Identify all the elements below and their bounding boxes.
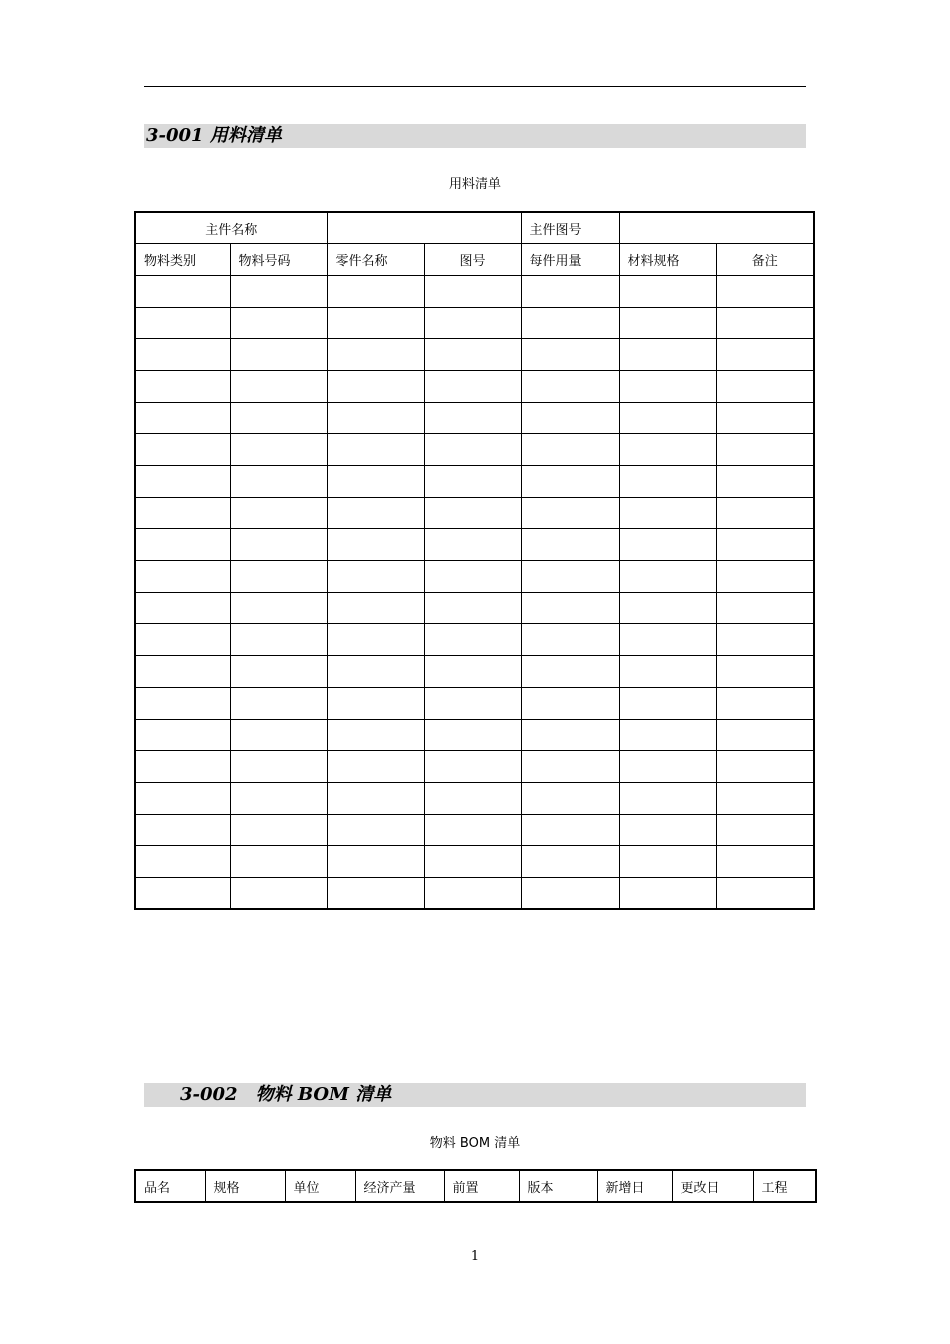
page-number: 1 xyxy=(470,1249,480,1264)
main-part-drawing-value[interactable] xyxy=(619,212,814,244)
table-cell[interactable] xyxy=(327,846,424,878)
table-cell[interactable] xyxy=(521,370,619,402)
main-part-drawing-label: 主件图号 xyxy=(521,212,619,244)
header-rule xyxy=(144,86,806,87)
table-cell[interactable] xyxy=(135,529,230,561)
table-row xyxy=(135,877,814,909)
table-cell[interactable] xyxy=(327,687,424,719)
table-cell[interactable] xyxy=(230,814,327,846)
table-cell[interactable] xyxy=(230,339,327,371)
table-cell[interactable] xyxy=(135,592,230,624)
table-cell[interactable] xyxy=(135,687,230,719)
table-row xyxy=(135,370,814,402)
table-row xyxy=(135,656,814,688)
table-cell[interactable] xyxy=(327,561,424,593)
table-cell[interactable] xyxy=(619,687,716,719)
table-row xyxy=(135,751,814,783)
table-header-row xyxy=(135,1170,816,1202)
table-cell[interactable] xyxy=(135,402,230,434)
table-row xyxy=(135,275,814,307)
table-cell[interactable] xyxy=(424,561,521,593)
table-header-row xyxy=(135,244,814,276)
table-row xyxy=(135,402,814,434)
table-cell[interactable] xyxy=(716,307,814,339)
table-cell[interactable] xyxy=(230,782,327,814)
table-cell[interactable] xyxy=(619,751,716,783)
table-cell[interactable] xyxy=(619,339,716,371)
bom-list-table xyxy=(134,211,815,910)
table-cell[interactable] xyxy=(135,434,230,466)
table-cell[interactable] xyxy=(716,370,814,402)
table-cell[interactable] xyxy=(424,687,521,719)
table-cell[interactable] xyxy=(327,370,424,402)
table-cell[interactable] xyxy=(424,782,521,814)
column-header: 单位 xyxy=(285,1170,355,1202)
table-cell[interactable] xyxy=(230,561,327,593)
table-cell[interactable] xyxy=(716,402,814,434)
table-cell[interactable] xyxy=(327,339,424,371)
table-cell[interactable] xyxy=(135,466,230,498)
table-cell[interactable] xyxy=(135,497,230,529)
column-header: 物料类别 xyxy=(135,244,230,276)
table-cell[interactable] xyxy=(327,307,424,339)
table-caption-bom-list: 用料清单 xyxy=(448,177,501,192)
table-cell[interactable] xyxy=(135,719,230,751)
table-cell[interactable] xyxy=(716,529,814,561)
table-row xyxy=(135,814,814,846)
table-cell[interactable] xyxy=(521,529,619,561)
table-cell[interactable] xyxy=(619,592,716,624)
table-cell[interactable] xyxy=(230,370,327,402)
table-cell[interactable] xyxy=(135,561,230,593)
table-cell[interactable] xyxy=(327,782,424,814)
table-row xyxy=(135,592,814,624)
table-cell[interactable] xyxy=(424,275,521,307)
table-cell[interactable] xyxy=(424,434,521,466)
table-cell[interactable] xyxy=(327,402,424,434)
table-cell[interactable] xyxy=(327,529,424,561)
table-cell[interactable] xyxy=(619,846,716,878)
table-cell[interactable] xyxy=(230,592,327,624)
main-part-name-value[interactable] xyxy=(327,212,521,244)
table-cell[interactable] xyxy=(619,782,716,814)
table-cell[interactable] xyxy=(424,656,521,688)
table-cell[interactable] xyxy=(521,846,619,878)
table-cell[interactable] xyxy=(230,497,327,529)
table-cell[interactable] xyxy=(424,307,521,339)
table-cell[interactable] xyxy=(135,339,230,371)
table-cell[interactable] xyxy=(424,877,521,909)
table-row xyxy=(135,624,814,656)
table-cell[interactable] xyxy=(716,846,814,878)
table-cell[interactable] xyxy=(716,434,814,466)
table-row xyxy=(135,529,814,561)
section-heading-material-bom: 3-002 物料 BOM 清单 xyxy=(144,1083,806,1107)
table-cell[interactable] xyxy=(716,497,814,529)
column-header: 规格 xyxy=(205,1170,285,1202)
table-cell[interactable] xyxy=(327,751,424,783)
table-cell[interactable] xyxy=(327,719,424,751)
table-cell[interactable] xyxy=(230,624,327,656)
table-cell[interactable] xyxy=(135,814,230,846)
table-cell[interactable] xyxy=(716,877,814,909)
table-cell[interactable] xyxy=(521,497,619,529)
table-cell[interactable] xyxy=(716,275,814,307)
table-cell[interactable] xyxy=(619,402,716,434)
table-cell[interactable] xyxy=(619,275,716,307)
table-cell[interactable] xyxy=(230,877,327,909)
table-cell[interactable] xyxy=(424,846,521,878)
column-header: 版本 xyxy=(519,1170,597,1202)
table-cell[interactable] xyxy=(521,275,619,307)
table-cell[interactable] xyxy=(230,687,327,719)
table-cell[interactable] xyxy=(521,814,619,846)
table-cell[interactable] xyxy=(619,561,716,593)
table-cell[interactable] xyxy=(327,656,424,688)
table-cell[interactable] xyxy=(521,561,619,593)
table-cell[interactable] xyxy=(230,656,327,688)
table-row xyxy=(135,339,814,371)
table-cell[interactable] xyxy=(424,751,521,783)
table-cell[interactable] xyxy=(716,687,814,719)
table-cell[interactable] xyxy=(521,656,619,688)
column-header: 品名 xyxy=(135,1170,205,1202)
table-cell[interactable] xyxy=(327,592,424,624)
table-cell[interactable] xyxy=(716,339,814,371)
table-row xyxy=(135,307,814,339)
table-caption-material-bom: 物料 BOM 清单 xyxy=(429,1136,521,1151)
table-cell[interactable] xyxy=(135,751,230,783)
table-row xyxy=(135,434,814,466)
table-cell[interactable] xyxy=(327,466,424,498)
table-cell[interactable] xyxy=(619,719,716,751)
table-cell[interactable] xyxy=(424,814,521,846)
table-row xyxy=(135,561,814,593)
table-cell[interactable] xyxy=(619,307,716,339)
table-cell[interactable] xyxy=(716,814,814,846)
table-cell[interactable] xyxy=(521,782,619,814)
column-header: 零件名称 xyxy=(327,244,424,276)
table-row xyxy=(135,497,814,529)
table-cell[interactable] xyxy=(230,275,327,307)
table-cell[interactable] xyxy=(521,877,619,909)
table-cell[interactable] xyxy=(521,687,619,719)
table-cell[interactable] xyxy=(521,719,619,751)
table-cell[interactable] xyxy=(135,370,230,402)
table-cell[interactable] xyxy=(327,434,424,466)
column-header: 更改日 xyxy=(672,1170,753,1202)
table-cell[interactable] xyxy=(327,275,424,307)
table-cell[interactable] xyxy=(521,466,619,498)
column-header: 图号 xyxy=(424,244,521,276)
table-cell[interactable] xyxy=(619,814,716,846)
table-cell[interactable] xyxy=(135,275,230,307)
table-row xyxy=(135,719,814,751)
column-header: 经济产量 xyxy=(355,1170,444,1202)
table-cell[interactable] xyxy=(521,592,619,624)
column-header: 备注 xyxy=(716,244,814,276)
table-cell[interactable] xyxy=(230,434,327,466)
column-header: 前置 xyxy=(444,1170,519,1202)
table-cell[interactable] xyxy=(521,339,619,371)
column-header: 材料规格 xyxy=(619,244,716,276)
table-cell[interactable] xyxy=(619,434,716,466)
section-heading-bom-list: 3-001 用料清单 xyxy=(144,124,806,148)
table-cell[interactable] xyxy=(716,624,814,656)
table-cell[interactable] xyxy=(619,624,716,656)
table-row xyxy=(135,782,814,814)
table-cell[interactable] xyxy=(424,624,521,656)
table-cell[interactable] xyxy=(716,719,814,751)
table-row xyxy=(135,212,814,244)
table-cell[interactable] xyxy=(424,466,521,498)
table-cell[interactable] xyxy=(135,656,230,688)
column-header: 每件用量 xyxy=(521,244,619,276)
table-cell[interactable] xyxy=(521,751,619,783)
table-cell[interactable] xyxy=(619,497,716,529)
table-cell[interactable] xyxy=(521,434,619,466)
table-cell[interactable] xyxy=(619,529,716,561)
table-row xyxy=(135,687,814,719)
table-cell[interactable] xyxy=(716,466,814,498)
table-cell[interactable] xyxy=(521,402,619,434)
table-cell[interactable] xyxy=(619,370,716,402)
column-header: 工程 xyxy=(753,1170,816,1202)
table-cell[interactable] xyxy=(135,877,230,909)
table-cell[interactable] xyxy=(230,846,327,878)
table-cell[interactable] xyxy=(230,751,327,783)
table-cell[interactable] xyxy=(521,307,619,339)
table-cell[interactable] xyxy=(619,656,716,688)
table-cell[interactable] xyxy=(230,529,327,561)
table-cell[interactable] xyxy=(424,592,521,624)
table-cell[interactable] xyxy=(327,814,424,846)
table-cell[interactable] xyxy=(424,402,521,434)
table-cell[interactable] xyxy=(716,656,814,688)
table-cell[interactable] xyxy=(327,497,424,529)
table-cell[interactable] xyxy=(424,339,521,371)
table-cell[interactable] xyxy=(230,307,327,339)
table-cell[interactable] xyxy=(424,529,521,561)
table-row xyxy=(135,846,814,878)
table-cell[interactable] xyxy=(424,497,521,529)
table-cell[interactable] xyxy=(716,561,814,593)
table-cell[interactable] xyxy=(135,624,230,656)
table-cell[interactable] xyxy=(521,624,619,656)
material-bom-table xyxy=(134,1169,817,1203)
main-part-name-label: 主件名称 xyxy=(135,212,327,244)
table-row xyxy=(135,466,814,498)
table-cell[interactable] xyxy=(135,846,230,878)
table-cell[interactable] xyxy=(424,370,521,402)
table-cell[interactable] xyxy=(230,719,327,751)
column-header: 新增日 xyxy=(597,1170,672,1202)
table-cell[interactable] xyxy=(135,307,230,339)
table-cell[interactable] xyxy=(327,624,424,656)
table-cell[interactable] xyxy=(230,402,327,434)
table-cell[interactable] xyxy=(424,719,521,751)
table-cell[interactable] xyxy=(230,466,327,498)
table-cell[interactable] xyxy=(327,877,424,909)
table-cell[interactable] xyxy=(619,466,716,498)
table-cell[interactable] xyxy=(716,592,814,624)
table-cell[interactable] xyxy=(716,782,814,814)
table-cell[interactable] xyxy=(135,782,230,814)
table-cell[interactable] xyxy=(619,877,716,909)
table-cell[interactable] xyxy=(716,751,814,783)
column-header: 物料号码 xyxy=(230,244,327,276)
